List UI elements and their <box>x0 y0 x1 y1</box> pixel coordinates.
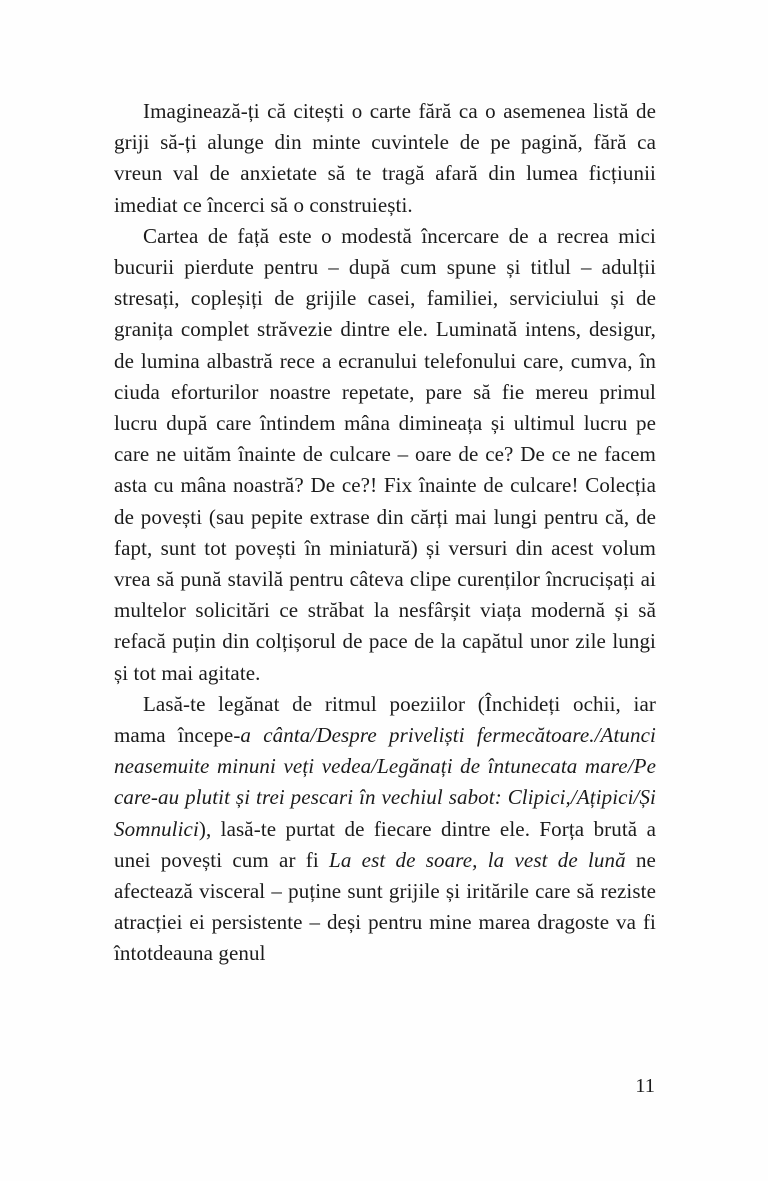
paragraph-3-text-end: ne afectează visceral – puține sunt grijile și iritările care să reziste atracției ei persistente – deși pentru mine marea dragoste va fi întotdeauna genul <box>114 847 656 966</box>
story-title-italic: La est de soare, la vest de lună <box>329 847 626 872</box>
paragraph-3 <box>114 689 656 970</box>
paragraph-2 <box>114 221 656 689</box>
paragraph-1-text: Imaginează-ți că citești o carte fără ca o asemenea listă de griji să-ți alunge din minte cuvintele de pe pagină, fără ca vreun val de anxietate să te tragă afară din lumea ficțiunii imediat ce încerci să o construiești. <box>114 99 656 217</box>
poem-quote-italic: a cânta/Despre priveliști fermecătoare./Atunci neasemuite minuni veți vedea/Legănați de întunecata mare/Pe care-au plutit și trei pescari în vechiul sabot: Clipici,/Ațipici/Și Somnulici <box>114 723 656 841</box>
paragraph-1 <box>114 96 656 221</box>
paragraph-2-text: Cartea de față este o modestă încercare de a recrea mici bucurii pierdute pentru – după cum spune și titlul – adulții stresați, copleșiți de grijile casei, familiei, serviciului și de granița complet străvezie dintre ele. Luminată intens, desigur, de lumina albastră rece a ecranului telefonului care, cumva, în ciuda eforturilor noastre repetate, pare să fie mereu primul lucru după care întindem mâna dimineața și ultimul lucru pe care ne uităm înainte de culcare – oare de ce? De ce ne facem asta cu mâna noastră? De ce?! Fix înainte de culcare! Colecția de povești (sau pepite extrase din cărți mai lungi pentru că, de fapt, sunt tot povești în miniatură) și versuri din acest volum vrea să pună stavilă pentru câteva clipe curenților încrucișați ai multelor solicitări ce străbat la nesfârșit viața modernă și să refacă puțin din colțișorul de pace de la capătul unor zile lungi și tot mai agitate. <box>114 223 656 685</box>
paragraph-3-text: Lasă-te legănat de ritmul poeziilor (Închideți ochii, iar mama începe- <box>114 691 656 748</box>
text-block <box>114 96 656 970</box>
page-number: 11 <box>635 1075 655 1097</box>
paragraph-3-text-continued: ), lasă-te purtat de fiecare dintre ele. Forța brută a unei povești cum ar fi <box>114 816 656 872</box>
